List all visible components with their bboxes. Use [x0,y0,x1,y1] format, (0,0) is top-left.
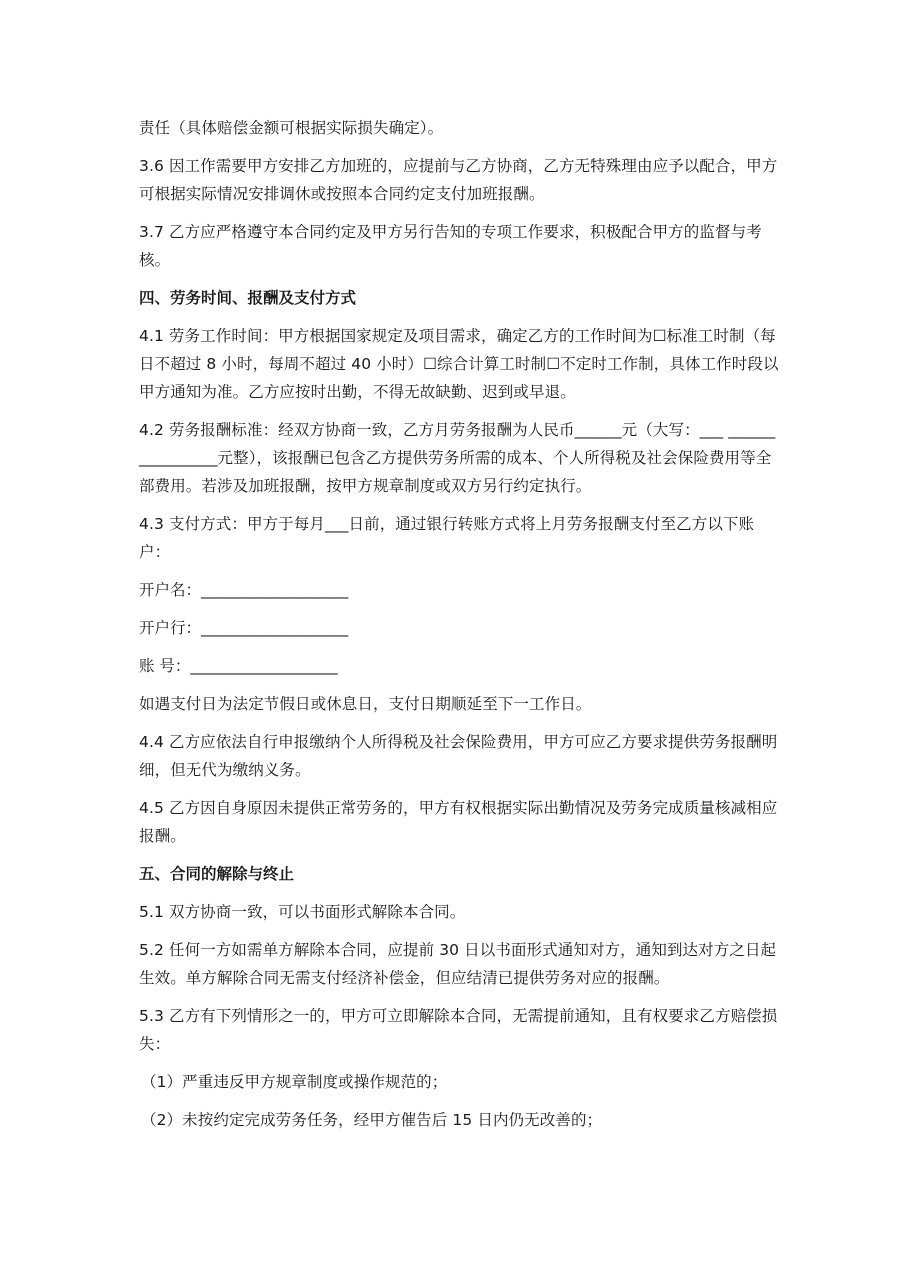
account-name-field: 开户名：___________________ [139,581,349,599]
clause-4-5: 4.5 乙方因自身原因未提供正常劳务的，甲方有权根据实际出勤情况及劳务完成质量核减相应报酬。 [139,799,778,845]
list-item-1: （1）严重违反甲方规章制度或操作规范的； [141,1073,448,1091]
payment-holiday-note: 如遇支付日为法定节假日或休息日，支付日期顺延至下一工作日。 [139,695,592,713]
clause-5-2: 5.2 任何一方如需单方解除本合同，应提前 30 日以书面形式通知对方，通知到达对方之日起生效。单方解除合同无需支付经济补偿金，但应结清已提供劳务对应的报酬。 [139,941,777,987]
bank-name-field: 开户行：___________________ [139,619,349,637]
paragraph-liability-continued: 责任（具体赔偿金额可根据实际损失确定）。 [139,119,444,137]
document-page [139,114,779,1144]
account-number-field: 账 号：___________________ [139,657,338,675]
clause-3-6: 3.6 因工作需要甲方安排乙方加班的，应提前与乙方协商，乙方无特殊理由应予以配合，甲方可根据实际情况安排调休或按照本合同约定支付加班报酬。 [139,157,778,203]
clause-3-7: 3.7 乙方应严格遵守本合同约定及甲方另行告知的专项工作要求，积极配合甲方的监督与考核。 [139,223,762,269]
section-heading-5: 五、合同的解除与终止 [139,865,295,883]
clause-4-1: 4.1 劳务工作时间：甲方根据国家规定及项目需求，确定乙方的工作时间为☐标准工时制（每日不超过 8 小时，每周不超过 40 小时）☐综合计算工时制☐不定时工作制，具体工作时段以甲方通知为准。乙方应按时出勤，不得无故缺勤、迟到或早退。 [139,327,779,401]
section-heading-4: 四、劳务时间、报酬及支付方式 [139,289,357,307]
list-item-2: （2）未按约定完成劳务任务，经甲方催告后 15 日内仍无改善的； [141,1111,603,1129]
clause-4-2: 4.2 劳务报酬标准：经双方协商一致，乙方月劳务报酬为人民币______元（大写：___ ________________元整），该报酬已包含乙方提供劳务所需的成本、个人所得税及社会保险费用等全部费用。若涉及加班报酬，按甲方规章制度或双方另行约定执行。 [139,421,776,495]
clause-5-1: 5.1 双方协商一致，可以书面形式解除本合同。 [139,903,466,921]
clause-5-3: 5.3 乙方有下列情形之一的，甲方可立即解除本合同，无需提前通知，且有权要求乙方赔偿损失： [139,1007,778,1053]
clause-4-3: 4.3 支付方式：甲方于每月___日前，通过银行转账方式将上月劳务报酬支付至乙方以下账户： [139,515,755,561]
clause-4-4: 4.4 乙方应依法自行申报缴纳个人所得税及社会保险费用，甲方可应乙方要求提供劳务报酬明细，但无代为缴纳义务。 [139,733,778,779]
